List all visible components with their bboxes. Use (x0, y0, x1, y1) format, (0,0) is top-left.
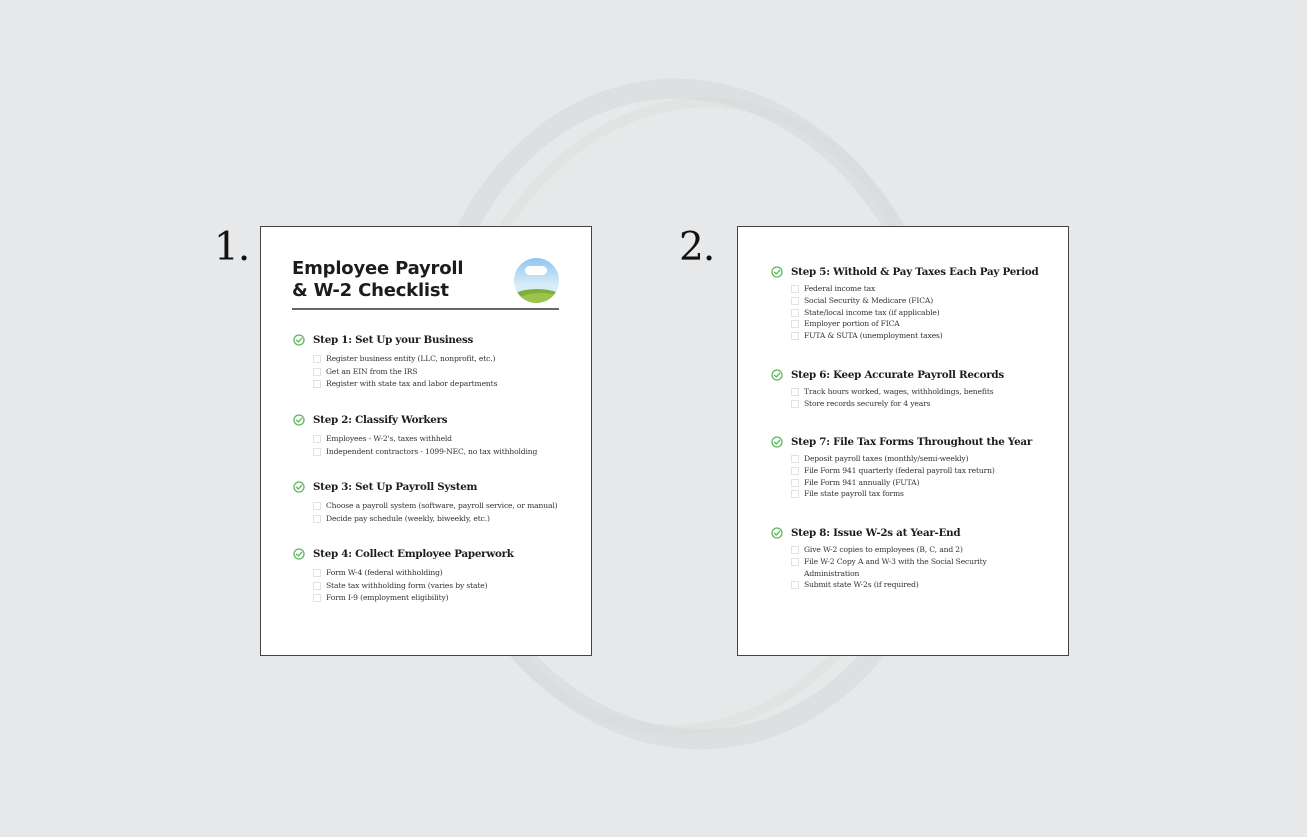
list-item: Deposit payroll taxes (monthly/semi-weekly) (791, 453, 1044, 465)
list-item: Social Security & Medicare (FICA) (791, 295, 1038, 307)
title-divider (292, 308, 559, 310)
checkbox-icon[interactable] (791, 285, 799, 293)
checkbox-icon[interactable] (791, 320, 799, 328)
title-line-2: & W-2 Checklist (292, 280, 449, 301)
landscape-icon (514, 258, 559, 303)
checkbox-icon[interactable] (313, 515, 321, 523)
list-item: File state payroll tax forms (791, 488, 1044, 500)
step-title: Step 2: Classify Workers (313, 414, 448, 426)
step-title: Step 4: Collect Employee Paperwork (313, 548, 514, 560)
checkbox-icon[interactable] (791, 388, 799, 396)
list-item: File W-2 Copy A and W-3 with the Social Security Administration (791, 556, 1024, 580)
list-item: Register with state tax and labor departments (313, 378, 546, 391)
checklist-page-1 (260, 226, 592, 656)
list-item: Decide pay schedule (weekly, biweekly, etc.) (313, 513, 586, 526)
checkbox-icon[interactable] (791, 297, 799, 305)
step-title: Step 5: Withold & Pay Taxes Each Pay Period (791, 266, 1039, 278)
list-item: Federal income tax (791, 283, 1038, 295)
check-circle-icon (771, 266, 783, 278)
list-item: Store records securely for 4 years (791, 398, 1024, 410)
checkbox-icon[interactable] (313, 380, 321, 388)
step-title: Step 1: Set Up your Business (313, 334, 474, 346)
list-item: Track hours worked, wages, withholdings, benefits (791, 386, 1024, 398)
checkbox-icon[interactable] (791, 332, 799, 340)
list-item: Choose a payroll system (software, payroll service, or manual) (313, 500, 586, 513)
step-8-section (771, 525, 1024, 591)
list-item: Form I-9 (employment eligibility) (313, 592, 546, 605)
checkbox-icon[interactable] (313, 368, 321, 376)
checkbox-icon[interactable] (791, 400, 799, 408)
check-circle-icon (293, 334, 305, 346)
list-item: Get an EIN from the IRS (313, 366, 546, 379)
step-4-section (293, 546, 546, 605)
checkbox-icon[interactable] (791, 467, 799, 475)
check-circle-icon (293, 414, 305, 426)
checkbox-icon[interactable] (313, 594, 321, 602)
checkbox-icon[interactable] (791, 558, 799, 566)
step-3-section (293, 479, 586, 525)
step-title: Step 7: File Tax Forms Throughout the Year (791, 436, 1033, 448)
step-5-section (771, 264, 1038, 342)
list-item: Give W-2 copies to employees (B, C, and 2) (791, 544, 1024, 556)
list-item: Employees - W-2's, taxes withheld (313, 433, 566, 446)
checkbox-icon[interactable] (791, 581, 799, 589)
checklist-page-2 (737, 226, 1069, 656)
check-circle-icon (293, 481, 305, 493)
checkbox-icon[interactable] (313, 502, 321, 510)
step-title: Step 6: Keep Accurate Payroll Records (791, 369, 1004, 381)
step-2-section (293, 412, 566, 458)
page-number-1: 1. (214, 225, 250, 270)
list-item: State/local income tax (if applicable) (791, 307, 1038, 319)
check-circle-icon (771, 369, 783, 381)
checkbox-icon[interactable] (791, 479, 799, 487)
step-title: Step 8: Issue W-2s at Year-End (791, 527, 961, 539)
checkbox-icon[interactable] (313, 569, 321, 577)
list-item: Form W-4 (federal withholding) (313, 567, 546, 580)
page-number-2: 2. (679, 225, 715, 270)
list-item: Independent contractors - 1099-NEC, no tax withholding (313, 446, 566, 459)
document-title (292, 258, 463, 302)
checkbox-icon[interactable] (313, 448, 321, 456)
check-circle-icon (771, 527, 783, 539)
checkbox-icon[interactable] (791, 455, 799, 463)
list-item: State tax withholding form (varies by state) (313, 580, 546, 593)
checkbox-icon[interactable] (313, 435, 321, 443)
step-title: Step 3: Set Up Payroll System (313, 481, 478, 493)
checkbox-icon[interactable] (313, 355, 321, 363)
list-item: File Form 941 quarterly (federal payroll tax return) (791, 465, 1044, 477)
checkbox-icon[interactable] (791, 490, 799, 498)
step-7-section (771, 434, 1044, 500)
checkbox-icon[interactable] (791, 309, 799, 317)
title-line-1: Employee Payroll (292, 258, 464, 279)
list-item: Submit state W-2s (if required) (791, 579, 1024, 591)
step-6-section (771, 367, 1024, 410)
step-1-section (293, 332, 546, 391)
list-item: File Form 941 annually (FUTA) (791, 477, 1044, 489)
check-circle-icon (293, 548, 305, 560)
list-item: FUTA & SUTA (unemployment taxes) (791, 330, 1038, 342)
check-circle-icon (771, 436, 783, 448)
list-item: Employer portion of FICA (791, 318, 1038, 330)
checkbox-icon[interactable] (313, 582, 321, 590)
list-item: Register business entity (LLC, nonprofit, etc.) (313, 353, 546, 366)
checkbox-icon[interactable] (791, 546, 799, 554)
